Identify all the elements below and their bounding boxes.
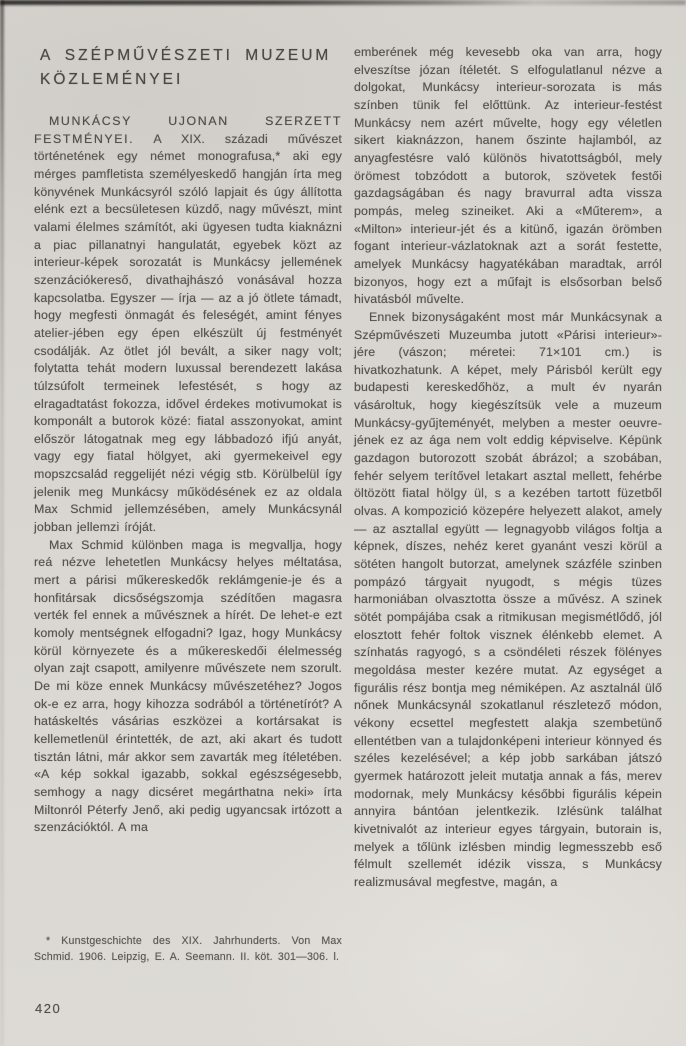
article-paragraph-2: Max Schmid különben maga is megvallja, hogy reá nézve lehetetlen Munkácsy helyes méltatása, mert a párisi műkereskedők reklámgenie-je és a honfitársak dicsőségszomja szédítően magasra verték fel ennek a művésznek a hírét. De lehet-e ezt komoly mentségnek elfogadni? Igaz, hogy Munkácsy körül környezete és a műkereskedői élelmesség olyan zajt csapott, amilyenre művészete nem szorult. De mi köze ennek Munkácsy művészetéhez? Jogos ok-e ez arra, hogy kihozza sodrából a történetírót? A hatáskeltés vásárias eszközei a kortársakat is kellemetlenül érintették, de azt, aki akart és tudott tisztán látni, már akkor sem zavarták meg ítéletében. «A kép sokkal igazabb, sokkal egészségesebb, semhogy a nagy dicséret megárthatna neki» írta Miltonról Péterfy Jenő, aki pedig ugyancsak irtózott a szenzációktól. A ma — [34, 537, 342, 835]
journal-title — [40, 44, 342, 92]
footnote: * Kunstgeschichte des XIX. Jahrhunderts. Von Max Schmid. 1906. Leipzig, E. A. Seemann. II. köt. 301—306. l. — [34, 935, 342, 963]
article-paragraph-3: emberének még kevesebb oka van arra, hogy elveszítse józan ítéletét. S elfogulatlanul nézve a dolgokat, Munkácsy interieur-sorozata is más színben tünik fel előttünk. Az interieur-festést Munkácsy nem azért művelte, hogy egy véletlen sikert kiaknázzon, hanem őszinte hajlamból, az anyagfestésre való különös hivatottságból, mely örömest tobzódott a butorok, szövetek festői gazdagságában és nagy bravurral adta vissza pompás, meleg szineiket. Aki a «Műterem», a «Milton» interieur-jét és a kitünő, igazán örömben fogant interieur-vázlatoknak azt a sorát festette, amelyek Munkácsy hagyatékában maradtak, arról bizonyos, hogy ezt a műfajt is elsősorban belső hivatásból művelte. — [354, 45, 662, 307]
article-lead-title: MUNKÁCSY UJONAN SZERZETT FESTMÉNYEI. — [34, 114, 342, 146]
left-column — [34, 44, 342, 837]
article-paragraph-1-text: A XIX. századi művészet történetének egy német monografusa,* aki egy mérges pamfletista személyeskedő hangján írta meg könyvének Munkácsyról szóló lapjait és úgy állította elénk ezt a becsületesen küzdő, nagy művészt, mint valami élelmes számítót, aki ügyesen tudta kiaknázni a piac pillanatnyi hangulatát, egyebek közt az interieur-képek sorozatát is Munkácsy jellemének szenzációkereső, divathajhászó vonásával hozza kapcsolatba. Egyszer — írja — az a jó ötlete támadt, hogy megfesti önmagát és feleségét, amint fényes atelier-jében egy épen elkészült új festményét csodálják. Az ötlet jól bevált, a siker nagy volt; folytatta tehát modern luxussal berendezett lakása túlzsúfolt termeinek lefestését, s hogy az elragadtatást fokozza, idővel érdekes motivumokat is komponált a butorok közé: fiatal asszonyokat, amint először látogatnak meg egy lábbadozó ifjú anyát, vagy egy fiatal hölgyet, aki gyermekeivel egy mopszcsalád reggelijét nézi végig stb. Körülbelül így jelenik meg Munkácsy működésének ez az oldala Max Schmid jellemzésében, amely Munkácsynál jobban jellemzi íróját. — [34, 131, 342, 535]
journal-title-line2: KÖZLEMÉNYEI — [40, 71, 184, 88]
page-number: 420 — [35, 1001, 62, 1016]
article-paragraph-4: Ennek bizonyságaként most már Munkácsynak a Szépművészeti Muzeumba jutott «Párisi interieur»-jére (vászon; méretei: 71×101 cm.) is hivatkozhatunk. A képet, mely Párisból került egy budapesti kereskedőhöz, a mult év nyarán vásároltuk, hogy kiegészítsük vele a muzeum Munkácsy-gyűjteményét, melyben a mester oeuvre-jének ez az ága nem volt eddig képviselve. Képünk gazdagon butorozott szobát ábrázol; a szobában, fehér selyem terítővel letakart asztal mellett, fehérbe öltözött fiatal hölgy ül, s a kezében tartott füzetből olvas. A kompozició közepére helyezett alakot, amely — az asztallal együtt — legnagyobb világos foltja a képnek, díszes, nehéz keret gyanánt veszi körül a sötéten hangolt butorzat, amelynek százféle szinben pompázó tárgyait nyugodt, s mégis tüzes harmoniában olvasztotta össze a művész. A szinek sötét pompájába csak a ritmikusan megismétlődő, jól elosztott fehér foltok visznek élénkebb elemet. A színhatás ragyogó, s a csöndéleti részek fölényes megoldása mester kezére mutat. Az egységet a figurális rész bontja meg némiképen. Az asztalnál ülő nőnek Munkácsynál szokatlanul részletező módon, vékony ecsettel megfestett alakja szembetünő ellentétben van a tulajdonképeni interieur könnyed és széles kezelésével; a kép jobb sarkában játszó gyermek határozott jeleit mutatja annak a fás, merev modornak, mely Munkácsy későbbi figurális képein annyira bántóan jelentkezik. Izlésünk találhat kivetnivalót az interieur egyes tárgyain, butorain is, melyek a tőlünk izlésben mindig legmesszebb eső félmult szellemét idézik vissza, s Munkácsy realizmusával megfestve, magán, a — [354, 309, 662, 889]
journal-title-line1: A SZÉPMŰVÉSZETI MUZEUM — [40, 47, 332, 64]
right-column — [354, 44, 662, 892]
scan-edge-left — [0, 0, 4, 1046]
article-paragraph-1 — [34, 113, 342, 537]
scan-edge-top — [0, 0, 686, 5]
